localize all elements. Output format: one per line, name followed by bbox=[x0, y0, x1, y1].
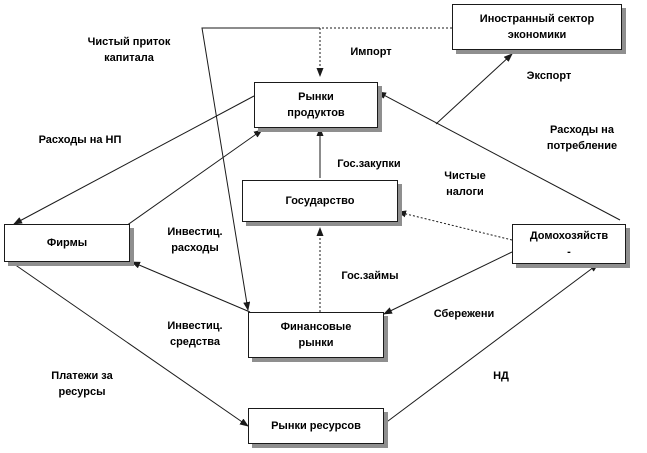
label-consumption: Расходы на потребление bbox=[546, 124, 618, 152]
label-national-income: НД bbox=[493, 370, 509, 382]
arrow-gdp-spending bbox=[14, 96, 254, 224]
arrow-consumption bbox=[378, 92, 620, 220]
box-firms: Фирмы bbox=[4, 224, 130, 262]
box-product-markets: Рынки продуктов bbox=[254, 82, 378, 128]
arrow-net-taxes bbox=[398, 212, 512, 240]
arrow-national-income bbox=[384, 264, 598, 424]
box-resource-markets: Рынки ресурсов bbox=[248, 408, 384, 444]
label-net-capital-inflow: Чистый приток капитала bbox=[87, 36, 171, 64]
label-invest-funds: Инвестиц. средства bbox=[167, 320, 223, 348]
label-resource-payments: Платежи за ресурсы bbox=[51, 370, 113, 398]
label-gov-loans: Гос.займы bbox=[341, 270, 399, 282]
arrow-invest-funds bbox=[132, 262, 250, 312]
arrow-net-capital-inflow bbox=[202, 28, 320, 310]
label-gov-purchases: Гос.закупки bbox=[337, 158, 401, 170]
label-export: Экспорт bbox=[526, 70, 572, 82]
box-government: Государство bbox=[242, 180, 398, 222]
arrow-export bbox=[436, 54, 512, 124]
label-import: Импорт bbox=[350, 46, 392, 58]
box-households: Домохозяйств - bbox=[512, 224, 626, 264]
box-financial-markets: Финансовые рынки bbox=[248, 312, 384, 358]
label-savings: Сбережени bbox=[433, 308, 495, 320]
label-invest-spending: Инвестиц. расходы bbox=[167, 226, 223, 254]
label-net-taxes: Чистые налоги bbox=[444, 170, 486, 198]
box-foreign-sector: Иностранный сектор экономики bbox=[452, 4, 622, 50]
label-gdp-spending: Расходы на НП bbox=[38, 134, 122, 146]
